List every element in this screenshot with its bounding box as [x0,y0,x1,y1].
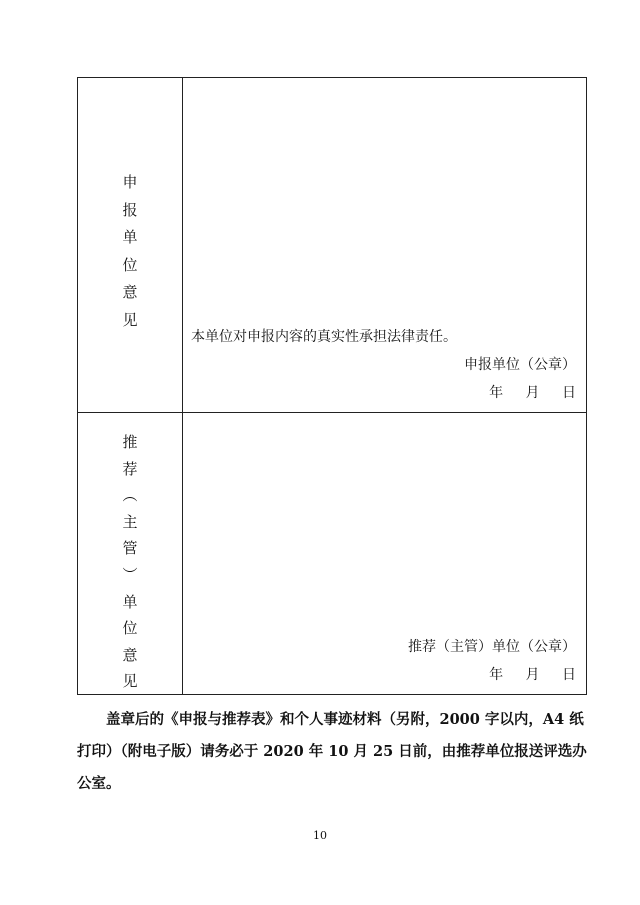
declaration-text: 本单位对申报内容的真实性承担法律责任。 [191,329,457,345]
applicant-date-line: 年 月 日 [489,385,576,401]
label-char: 意 [122,283,138,301]
label-char: 申 [122,173,138,191]
form-table [77,77,587,695]
label-char: 位 [122,619,138,638]
label-char: 报 [122,200,138,219]
label-char: ︶ [122,565,138,584]
table-row-applicant-opinion [78,78,587,413]
table-row-recommender-opinion [78,413,587,695]
content-cell-applicant-opinion [183,78,587,413]
label-cell-recommender-opinion [78,413,183,695]
label-cell-applicant-opinion [78,78,183,413]
label-char: 荐 [122,459,138,478]
applicant-seal-line: 申报单位（公章） [464,357,576,373]
label-char: 位 [122,255,138,274]
label-char: 推 [122,433,138,451]
label-char: 主 [122,512,138,531]
recommender-seal-line: 推荐（主管）单位（公章） [408,639,576,655]
page-number: 10 [313,829,327,842]
recommender-date-line: 年 月 日 [489,667,576,683]
submission-note: 盖章后的《申报与推荐表》和个人事迹材料（另附，2000 字以内，A4 纸打印）（附电子版）请务必于 2020 年 10 月 25 日前，由推荐单位报送评选办公室。 [77,711,587,792]
label-char: ︵ [122,486,138,505]
applicant-opinion-label [78,169,182,334]
label-char: 管 [122,539,138,558]
label-char: 单 [122,592,138,611]
recommender-opinion-label [78,429,182,695]
label-char: 意 [122,645,138,664]
label-char: 单 [122,228,138,246]
content-cell-recommender-opinion [183,413,587,695]
label-char: 见 [122,310,138,329]
label-char: 见 [122,672,138,691]
